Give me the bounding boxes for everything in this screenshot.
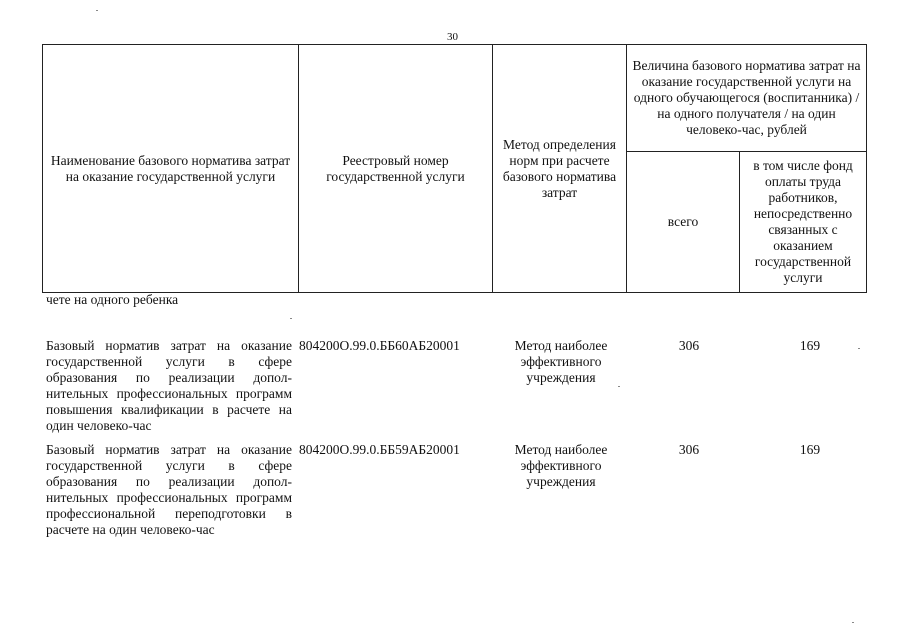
row-method: Метод наиболее эффективного учреждения xyxy=(514,442,608,489)
row-name: Базовый норматив затрат на оказание государственной услуги в сфере образования по реализации дополнительных профессиональных программ повышения квалификации в расчете на один человеко-час xyxy=(46,338,292,433)
row-name: Базовый норматив затрат на оказание государственной услуги в сфере образования по реализации дополнительных профессиональных программ профессиональной переподготовки в расчете на один человеко-час xyxy=(46,442,292,537)
row-method: Метод наиболее эффективного учреждения xyxy=(514,338,608,385)
row-registry-number: 804200О.99.0.ББ60АБ20001 xyxy=(299,338,460,353)
row-payroll: 169 xyxy=(799,338,821,353)
header-col-payroll: в том числе фонд оплаты труда работников, непосредственно связанных с оказанием государственной услуги xyxy=(740,152,867,293)
header-col-method: Метод определения норм при расчете базового норматива затрат xyxy=(493,45,627,293)
header-col-name: Наименование базового норматива затрат на оказание государственной услуги xyxy=(43,45,299,293)
scan-speck xyxy=(852,622,854,623)
header-table xyxy=(42,44,867,293)
scan-speck xyxy=(618,386,620,387)
page-number: 30 xyxy=(447,31,458,43)
scan-speck xyxy=(858,348,860,349)
row-payroll: 169 xyxy=(799,442,821,457)
row-total: 306 xyxy=(678,442,700,457)
header-col-total: всего xyxy=(627,152,740,293)
continuation-text: чете на одного ребенка xyxy=(46,292,179,307)
row-registry-number: 804200О.99.0.ББ59АБ20001 xyxy=(299,442,460,457)
scan-speck xyxy=(96,10,98,11)
scan-speck xyxy=(290,318,292,319)
header-col-registry: Реестровый номер государственной услуги xyxy=(299,45,493,293)
header-col-value-group: Величина базового норматива затрат на оказание государственной услуги на одного обучающегося (воспитанника) / на одного получателя / на один человеко-час, рублей xyxy=(627,45,867,152)
row-total: 306 xyxy=(678,338,700,353)
